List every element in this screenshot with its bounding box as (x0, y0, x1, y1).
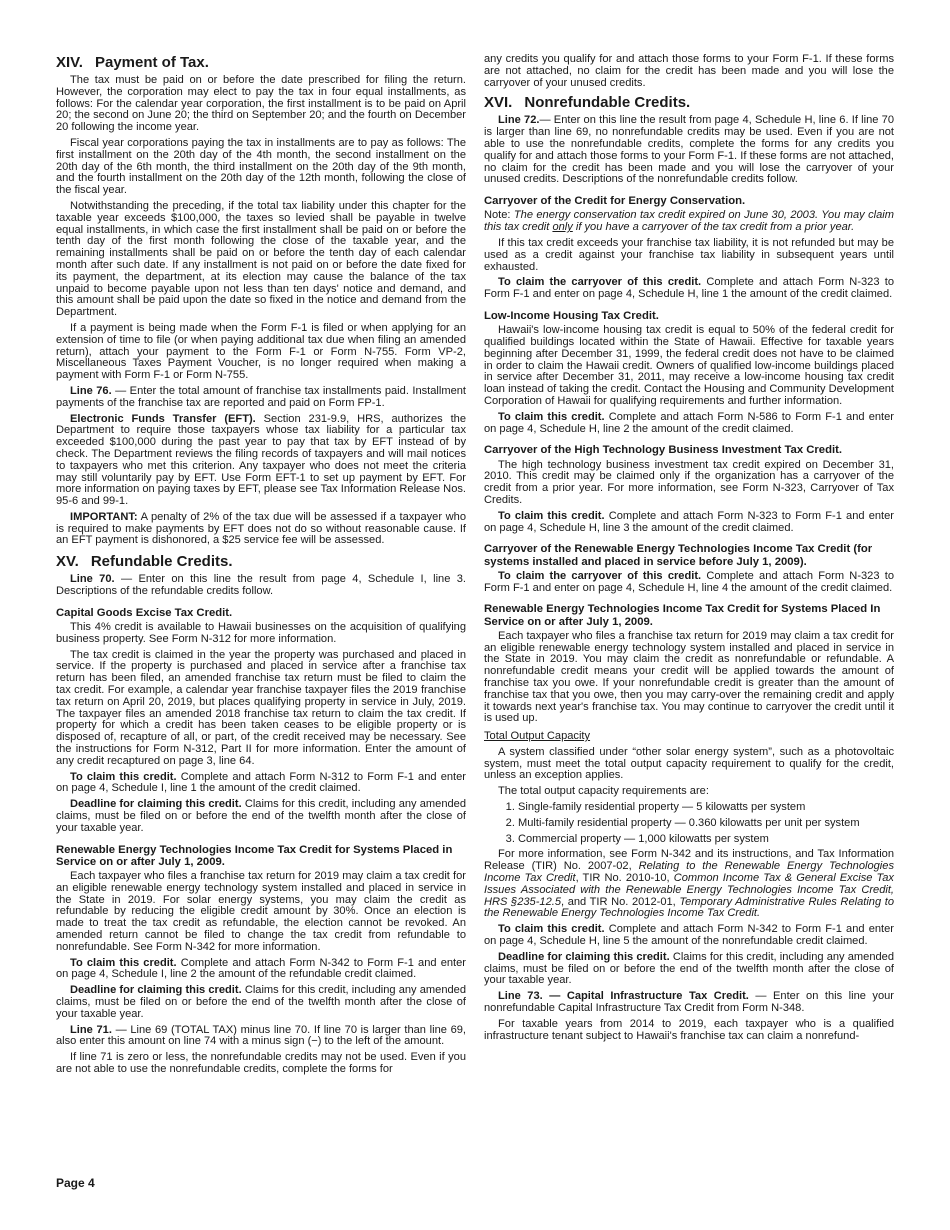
claim-label: To claim this credit. (498, 509, 605, 522)
subsection-title: Low-Income Housing Tax Credit. (484, 309, 659, 322)
paragraph: If line 71 is zero or less, the nonrefundable credits may not be used. Even if you are not able to use the nonrefundable credits, complete the forms for (56, 1051, 466, 1075)
subsection-title: Carryover of the High Technology Business Investment Tax Credit. (484, 444, 843, 457)
claim-text: Complete and attach Form N-342 to Form F-1 and enter on page 4, Schedule I, line 2 the amount of the refundable credit claimed. (56, 956, 466, 981)
claim-text: Complete and attach Form N-586 to Form F-1 and enter on page 4, Schedule H, line 2 the amount of the credit claimed. (484, 410, 894, 435)
paragraph (484, 924, 894, 948)
paragraph (56, 574, 466, 598)
section-xiv-heading (56, 54, 466, 72)
info-title: Temporary Administrative Rules Relating to the Renewable Energy Technologies Income Tax Credit. (484, 895, 894, 920)
paragraph: The tax must be paid on or before the date prescribed for filing the return. However, the corporation may elect to pay the tax in four equal installments, as follows: For the calendar year corporation, the first installment is to be paid on April 20; the second on June 20; the third on September 20; and the fourth on December 20 following the income year. (56, 74, 466, 134)
claim-label: To claim this credit. (498, 923, 605, 936)
paragraph (484, 991, 894, 1015)
note (484, 210, 894, 234)
paragraph (56, 985, 466, 1020)
line-label: Line 73. — Capital Infrastructure Tax Credit. (498, 990, 749, 1003)
paragraph (56, 1025, 466, 1049)
deadline-label: Deadline for claiming this credit. (70, 798, 242, 811)
subsection-title: Renewable Energy Technologies Income Tax Credit for Systems Placed In Service on or after July 1, 2009. (484, 603, 881, 628)
eft-text: Section 231-9.9, HRS, authorizes the Department to require those taxpayers whose tax liability for a particular tax exceeded $100,000 during the past year to pay that tax by EFT instead of by check. The Department reviews the filing records of taxpayers and will mail notices to taxpayers who met this criterion. Any taxpayer who does not meet the criteria may still voluntarily pay by EFT. Use Form EFT-1 to set up payment by EFT. For more information on paying taxes by EFT, please see Tax Information Release Nos. 95-6 and 99-1. (56, 412, 466, 508)
section-number: XIV. (56, 54, 83, 71)
paragraph: Each taxpayer who files a franchise tax return for 2019 may claim a tax credit for an eligible renewable energy technology system installed and placed in service in the State in 2019. You may claim the credit as nonrefundable or refundable. A nonrefundable credit means your credit will be applied towards the amount of franchise tax you owe. If your nonrefundable credit is greater than the amount of franchise tax that you owe, then you may carry-over the remaining credit and apply it towards next year's franchise tax. You may continue to carryover the credit until it is used up. (484, 629, 894, 725)
deadline-label: Deadline for claiming this credit. (498, 950, 670, 963)
paragraph: Notwithstanding the preceding, if the total tax liability under this chapter for the taxable year exceeds $100,000, the taxes so levied shall be payable in twelve equal installments, in which case the first installment shall be paid on or before the tenth day of the first month following the close of the taxable year, and the remaining installments shall be paid on or before the tenth day of each calendar month after such date. If any installment is not paid on or before the date fixed for its payment, the department, at its election may cause the balance of the tax unpaid to become payable upon not less than ten days' notice and demand, and this amount shall be paid upon the date so fixed in the notice and demand from the Department. (56, 199, 466, 319)
line-text: — Enter on this line the result from page 4, Schedule H, line 6. If line 70 is larger than line 69, no nonrefundable credits may be used. Even if you are not able to use the nonrefundable credits, complete the forms for any credits you qualify for and attach those forms to your Form F-1. If these forms are not attached, no claim for the credit has been made and you will lose the carryover of your unused credits. Descriptions of the nonrefundable credits follow. (484, 114, 894, 186)
info-text: , TIR No. 2010-10, (575, 872, 674, 885)
section-title: Payment of Tax. (94, 54, 209, 71)
section-xvi-heading (484, 94, 894, 112)
note-text: The energy conservation tax credit expired on June 30, 2003. You may claim this tax credit (484, 209, 894, 234)
paragraph (56, 799, 466, 834)
claim-text: Complete and attach Form N-323 to Form F-1 and enter on page 4, Schedule H, line 3 the amount of the credit claimed. (484, 509, 894, 534)
line-text: — Line 69 (TOTAL TAX) minus line 70. If line 70 is larger than line 69, also enter this amount on line 74 with a minus sign (−) to the left of the amount. (56, 1023, 466, 1048)
paragraph (56, 958, 466, 982)
claim-text: Complete and attach Form N-312 to Form F-1 and enter on page 4, Schedule I, line 1 the amount of the credit claimed. (56, 770, 466, 795)
paragraph: any credits you qualify for and attach those forms to your Form F-1. If these forms are not attached, no claim for the credit has been made and you will lose the carryover of your unused credits. (484, 53, 894, 89)
deadline-text: Claims for this credit, including any amended claims, must be filed on or before the end of the twelfth month after the close of your taxable year. (56, 984, 466, 1020)
line-label: Line 76. (70, 384, 112, 397)
deadline-label: Deadline for claiming this credit. (70, 984, 242, 997)
info-title: Common Income Tax & General Excise Tax Issues Associated with the Renewable Energy Technologies Income Tax Credit, HRS §235-12.5 (484, 872, 894, 908)
section-title: Refundable Credits. (90, 553, 233, 571)
section-number: XV. (56, 553, 79, 571)
info-text: For more information, see Form N-342 and its instructions, and Tax Information Release (TIR) No. 2007-02, (484, 848, 894, 873)
page-number: Page 4 (56, 1176, 95, 1190)
paragraph: Hawaii's low-income housing tax credit is equal to 50% of the federal credit for qualified buildings located within the State of Hawaii. Effective for taxable years beginning after December 31, 1999, the federal credit does not have to be claimed in order to claim the Hawaii credit. Owners of qualified low-income buildings placed in service after December 31, 2011, may receive a low-income housing tax credit loan instead of taking the credit. Contact the Housing and Community Development Corporation of Hawaii for qualifying requirements and further information. (484, 324, 894, 407)
subsection-title: Carryover of the Credit for Energy Conservation. (484, 195, 746, 208)
paragraph: The tax credit is claimed in the year the property was purchased and placed in service. If the property is purchased and placed in service after a franchise tax return has been filed, an amended franchise tax return must be filed to claim the tax credit. For example, a calendar year franchise taxpayer files the 2019 franchise tax return on April 20, 2019, but places qualifying property in service in July, 2019. The taxpayer files an amended 2018 franchise tax return to claim the tax credit. If property for which a credit has been taken ceases to be eligible property or is disposed of, recapture of all, or part, of the credit received may be necessary. See the instructions for Form N-312, Part II for more information. Enter the amount of any credit recaptured on page 3, line 64. (56, 648, 466, 767)
line-label: Line 70. (70, 573, 115, 586)
paragraph (484, 849, 894, 920)
paragraph: For taxable years from 2014 to 2019, each taxpayer who is a qualified infrastructure tenant subject to Hawaii's franchise tax can claim a nonrefund- (484, 1017, 894, 1042)
important-label: IMPORTANT: (70, 510, 138, 523)
paragraph: The total output capacity requirements are: (498, 785, 709, 798)
paragraph (484, 277, 894, 301)
eft-label: Electronic Funds Transfer (EFT). (70, 412, 256, 425)
paragraph: Fiscal year corporations paying the tax in installments are to pay as follows: The first installment on the 20th day of the 4th month, the second installment on the 20th day of the 6th month, the third installment on the 20th day of the 9th month, and the fourth installment on the 20th day of the 12th month, following the close of the fiscal year. (56, 136, 466, 197)
subsection-title: Carryover of the Renewable Energy Technologies Income Tax Credit (for systems installed and placed in service before July 1, 2009). (484, 543, 873, 568)
deadline-text: Claims for this credit, including any amended claims, must be filed on or before the end of the twelfth month after the close of your taxable year. (56, 798, 466, 834)
claim-label: To claim this credit. (70, 956, 177, 969)
toc-list (484, 802, 894, 845)
line-label: Line 72. (498, 114, 540, 127)
line-label: Line 71. (70, 1023, 112, 1036)
section-xv-heading (56, 553, 466, 571)
info-text: , and TIR No. 2012-01, (561, 895, 680, 908)
right-column (484, 54, 894, 1046)
paragraph (484, 571, 894, 595)
claim-text: Complete and attach Form N-342 to Form F-1 and enter on page 4, Schedule H, line 5 the amount of the nonrefundable credit claimed. (484, 923, 894, 948)
claim-label: To claim the carryover of this credit. (498, 569, 702, 582)
paragraph: A system classified under “other solar energy system”, such as a photovoltaic system, must meet the total output capacity requirement to qualify for the credit, unless an exception applies. (484, 745, 894, 782)
subsection-title: Capital Goods Excise Tax Credit. (56, 606, 233, 619)
toc-heading: Total Output Capacity (484, 730, 591, 743)
line-text: — Enter on this line the result from page 4, Schedule I, line 3. Descriptions of the refundable credits follow. (56, 573, 466, 598)
paragraph (56, 386, 466, 410)
paragraph: The high technology business investment tax credit expired on December 31, 2010. This credit may be claimed only if the organization has a carryover of the credit from a prior year. For more information, see Form N-323, Carryover of Tax Credits. (484, 458, 894, 506)
section-number: XVI. (484, 94, 513, 112)
important-text: A penalty of 2% of the tax due will be assessed if a taxpayer who is required to make payments by EFT does not do so without reasonable cause. If an EFT payment is dishonored, a $25 service fee will be assessed. (56, 510, 466, 547)
claim-text: Complete and attach Form N-323 to Form F-1 and enter on page 4, Schedule H, line 1 the amount of the credit claimed. (484, 276, 894, 301)
list-item: 3. Commercial property — 1,000 kilowatts per system (518, 834, 894, 846)
note-emphasis: only (552, 221, 573, 234)
info-title: Relating to the Renewable Energy Technologies Income Tax Credit (484, 860, 894, 885)
paragraph: If this tax credit exceeds your franchise tax liability, it is not refunded but may be used as a credit against your franchise tax liability in subsequent years until exhausted. (484, 236, 894, 273)
line-text: — Enter the total amount of franchise tax installments paid. Installment payments of the franchise tax are reported and paid on Form FP-1. (56, 384, 466, 409)
paragraph (56, 512, 466, 547)
note-text: if you have a carryover of the tax credit from a prior year. (572, 221, 855, 234)
paragraph (56, 772, 466, 796)
left-column (56, 54, 466, 1080)
note-label: Note: (484, 209, 514, 222)
paragraph (484, 511, 894, 535)
paragraph (484, 412, 894, 436)
claim-label: To claim this credit. (70, 770, 177, 783)
paragraph: If a payment is being made when the Form F-1 is filed or when applying for an extension of time to file (or when paying additional tax due when filing an amended return), attach your payment to the Form F-1 or Form N-755. Form VP-2, Miscellaneous Taxes Payment Voucher, is no longer required when making a payment with Form F-1 or Form N-755. (56, 321, 466, 382)
deadline-text: Claims for this credit, including any amended claims, must be filed on or before the end of the twelfth month after the close of your taxable year. (484, 950, 894, 987)
claim-label: To claim the carryover of this credit. (498, 276, 702, 289)
paragraph: Each taxpayer who files a franchise tax return for 2019 may claim a tax credit for an eligible renewable energy technology system installed and placed in service in the State in 2019. For solar energy systems, you may claim the credit as refundable by reducing the eligible credit amount by 30%. Once an election is made to treat the tax credit as refundable, the election cannot be revoked. An amended return cannot be filed to change the tax credit from refundable to nonrefundable. See Form N-342 for more information. (56, 870, 466, 953)
paragraph (484, 115, 894, 186)
list-item: 1. Single-family residential property — 5 kilowatts per system (518, 802, 894, 814)
claim-label: To claim this credit. (498, 410, 605, 423)
line-text: — Enter on this line your nonrefundable Capital Infrastructure Tax Credit from Form N-348. (484, 990, 895, 1015)
list-item: 2. Multi-family residential property — 0.360 kilowatts per unit per system (518, 818, 894, 830)
subsection-title: Renewable Energy Technologies Income Tax Credit for Systems Placed in Service on or after July 1, 2009. (56, 843, 453, 868)
paragraph (484, 952, 894, 987)
section-title: Nonrefundable Credits. (524, 94, 691, 112)
paragraph: This 4% credit is available to Hawaii businesses on the acquisition of qualifying business property. See Form N-312 for more information. (56, 621, 466, 645)
claim-text: Complete and attach Form N-323 to Form F-1 and enter on page 4, Schedule H, line 4 the amount of the credit claimed. (484, 569, 894, 594)
paragraph (56, 414, 466, 508)
